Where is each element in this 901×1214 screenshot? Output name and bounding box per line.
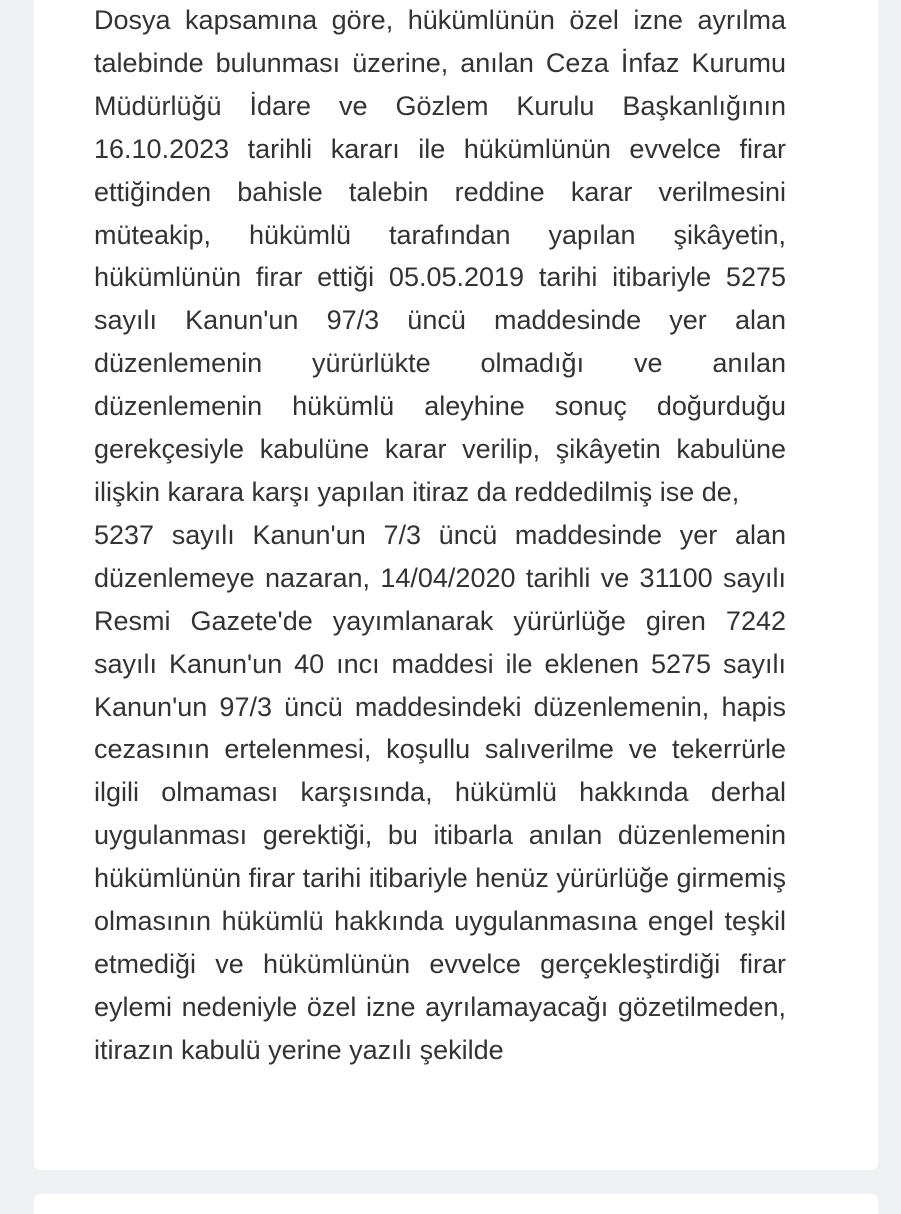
document-card <box>34 0 878 1170</box>
paragraph-1: Dosya kapsamına göre, hükümlünün özel izne ayrılma talebinde bulunması üzerine, anılan Ceza İnfaz Kurumu Müdürlüğü İdare ve Gözlem Kurulu Başkanlığının 16.10.2023 tarihli kararı ile hükümlünün evvelce firar ettiğinden bahisle talebin reddine karar verilmesini müteakip, hükümlü tarafından yapılan şikâyetin, hükümlünün firar ettiği 05.05.2019 tarihi itibariyle 5275 sayılı Kanun'un 97/3 üncü maddesinde yer alan düzenlemenin yürürlükte olmadığı ve anılan düzenlemenin hükümlü aleyhine sonuç doğurduğu gerekçesiyle kabulüne karar verilip, şikâyetin kabulüne ilişkin karara karşı yapılan itiraz da reddedilmiş ise de, <box>94 5 786 507</box>
paragraph-2: 5237 sayılı Kanun'un 7/3 üncü maddesinde yer alan düzenlemeye nazaran, 14/04/2020 tarihli ve 31100 sayılı Resmi Gazete'de yayımlanarak yürürlüğe giren 7242 sayılı Kanun'un 40 ıncı maddesi ile eklenen 5275 sayılı Kanun'un 97/3 üncü maddesindeki düzenlemenin, hapis cezasının ertelenmesi, koşullu salıverilme ve tekerrürle ilgili olmaması karşısında, hükümlü hakkında derhal uygulanması gerektiği, bu itibarla anılan düzenlemenin hükümlünün firar tarihi itibariyle henüz yürürlüğe girmemiş olmasının hükümlü hakkında uygulanmasına engel teşkil etmediği ve hükümlünün evvelce gerçekleştirdiği firar eylemi nedeniyle özel izne ayrılamayacağı gözetilmeden, itirazın kabulü yerine yazılı şekilde <box>94 519 786 1065</box>
document-body <box>94 0 786 1142</box>
next-card-edge <box>34 1194 878 1214</box>
